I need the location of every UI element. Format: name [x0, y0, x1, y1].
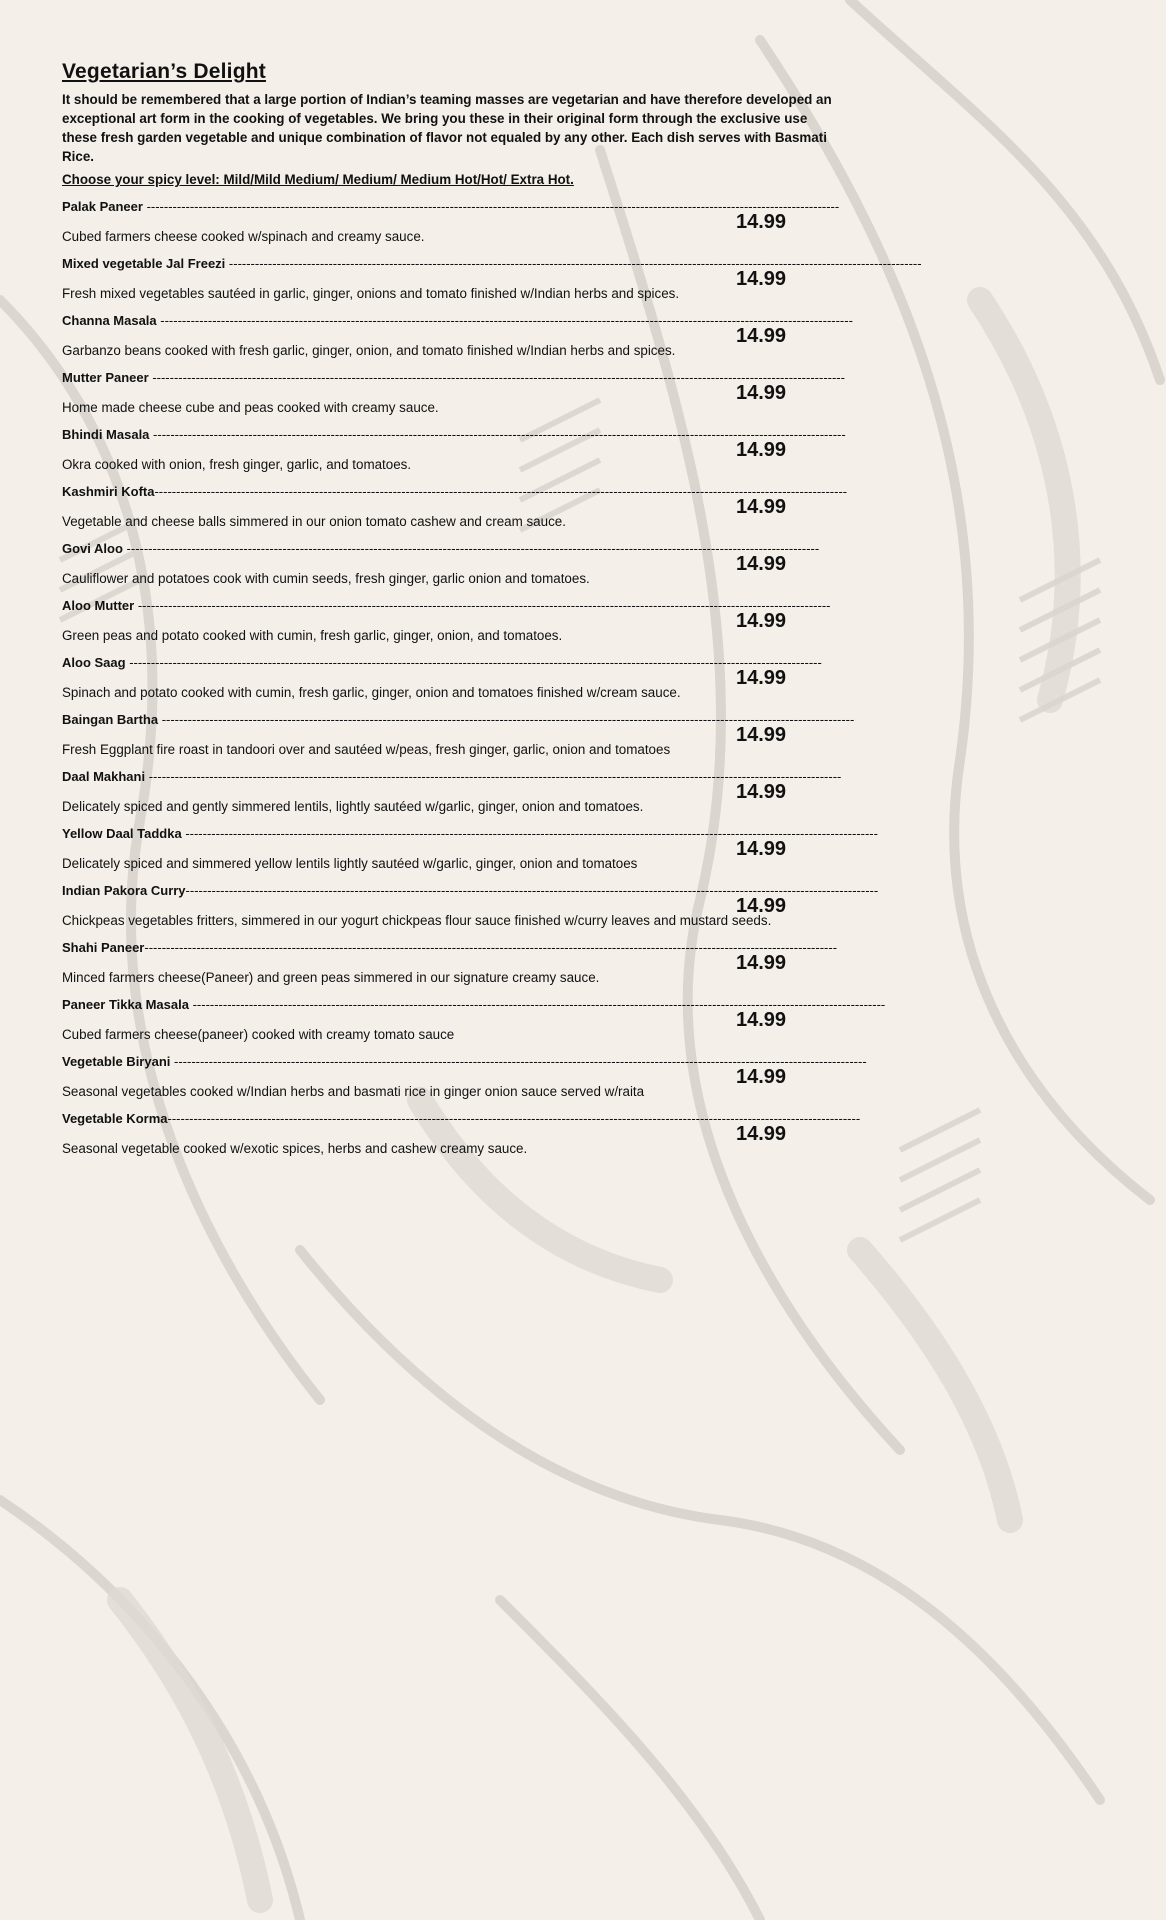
menu-item-heading [62, 313, 853, 335]
menu-item-heading [62, 484, 848, 506]
menu-item-name: Mixed vegetable Jal Freezi [62, 256, 229, 271]
dotted-leader: ---------------------------------------------------------------------------------------------------------------------------------------------------------------- [161, 712, 855, 727]
menu-item-heading [62, 826, 878, 848]
dotted-leader: ---------------------------------------------------------------------------------------------------------------------------------------------------------------- [148, 769, 842, 784]
menu-item [62, 769, 1062, 814]
menu-item-price: 14.99 [736, 667, 787, 689]
dotted-leader: ---------------------------------------------------------------------------------------------------------------------------------------------------------------- [144, 940, 838, 955]
menu-item-price: 14.99 [736, 1066, 787, 1088]
menu-item-name: Aloo Saag [62, 655, 130, 670]
dotted-leader: ---------------------------------------------------------------------------------------------------------------------------------------------------------------- [228, 256, 922, 271]
menu-item-description: Garbanzo beans cooked with fresh garlic, ginger, onion, and tomato finished w/Indian herbs and spices. [62, 343, 676, 358]
menu-item-name: Daal Makhani [62, 769, 149, 784]
menu-intro: It should be remembered that a large portion of Indian’s teaming masses are vegetarian and have therefore developed an exceptional art form in the cooking of vegetables. We bring you these in their original form through the exclusive use these fresh garden vegetable and unique combination of flavor not equaled by any other. Each dish serves with Basmati Rice. [62, 92, 832, 164]
dotted-leader: ---------------------------------------------------------------------------------------------------------------------------------------------------------------- [160, 313, 853, 328]
menu-item-name: Govi Aloo [62, 541, 127, 556]
menu-item-description: Fresh Eggplant fire roast in tandoori over and sautéed w/peas, fresh ginger, garlic, onion and tomatoes [62, 742, 671, 757]
menu-item-heading [62, 256, 922, 278]
menu-item-description: Delicately spiced and simmered yellow lentils lightly sautéed w/garlic, ginger, onion and tomatoes [62, 856, 638, 871]
menu-item-name: Aloo Mutter [62, 598, 138, 613]
menu-item-name: Mutter Paneer [62, 370, 153, 385]
dotted-leader: ---------------------------------------------------------------------------------------------------------------------------------------------------------------- [192, 997, 886, 1012]
menu-item-price: 14.99 [736, 1009, 787, 1031]
menu-item-heading [62, 370, 845, 392]
menu-item [62, 256, 1062, 301]
menu-item-heading [62, 769, 842, 791]
menu-item-name: Vegetable Korma [62, 1111, 168, 1126]
menu-item-name: Paneer Tikka Masala [62, 997, 193, 1012]
dotted-leader: ---------------------------------------------------------------------------------------------------------------------------------------------------------------- [152, 370, 845, 385]
menu-item-heading [62, 427, 846, 449]
menu-item-heading [62, 1111, 861, 1133]
menu-item-price: 14.99 [736, 211, 787, 233]
menu-item-description: Delicately spiced and gently simmered lentils, lightly sautéed w/garlic, ginger, onion and tomatoes. [62, 799, 644, 814]
menu-page [62, 60, 1122, 1156]
dotted-leader: ---------------------------------------------------------------------------------------------------------------------------------------------------------------- [153, 427, 846, 442]
menu-item [62, 313, 1062, 358]
menu-item-list [62, 199, 1122, 1156]
menu-title: Vegetarian’s Delight [62, 60, 266, 83]
menu-item-description: Home made cheese cube and peas cooked with creamy sauce. [62, 400, 439, 415]
menu-item-description: Cubed farmers cheese(paneer) cooked with creamy tomato sauce [62, 1027, 455, 1042]
dotted-leader: ---------------------------------------------------------------------------------------------------------------------------------------------------------------- [154, 484, 848, 499]
menu-item-price: 14.99 [736, 439, 787, 461]
menu-item [62, 484, 1062, 529]
dotted-leader: ---------------------------------------------------------------------------------------------------------------------------------------------------------------- [129, 655, 822, 670]
menu-item [62, 1054, 1062, 1099]
menu-item [62, 541, 1062, 586]
menu-item-name: Channa Masala [62, 313, 161, 328]
menu-item [62, 655, 1062, 700]
menu-item-description: Vegetable and cheese balls simmered in our onion tomato cashew and cream sauce. [62, 514, 566, 529]
menu-item-heading [62, 997, 886, 1019]
dotted-leader: ---------------------------------------------------------------------------------------------------------------------------------------------------------------- [167, 1111, 861, 1126]
menu-item-description: Okra cooked with onion, fresh ginger, garlic, and tomatoes. [62, 457, 412, 472]
menu-item-description: Minced farmers cheese(Paneer) and green peas simmered in our signature creamy sauce. [62, 970, 600, 985]
menu-item-heading [62, 541, 820, 563]
menu-item-description: Cubed farmers cheese cooked w/spinach and creamy sauce. [62, 229, 425, 244]
spicy-level-note: Choose your spicy level: Mild/Mild Medium/ Medium/ Medium Hot/Hot/ Extra Hot. [62, 172, 574, 187]
menu-item-description: Seasonal vegetable cooked w/exotic spices, herbs and cashew creamy sauce. [62, 1141, 528, 1156]
menu-item [62, 199, 1062, 244]
menu-item-price: 14.99 [736, 838, 787, 860]
menu-item-price: 14.99 [736, 781, 787, 803]
menu-item-price: 14.99 [736, 268, 787, 290]
menu-item-name: Baingan Bartha [62, 712, 162, 727]
menu-item-heading [62, 940, 838, 962]
menu-item-name: Shahi Paneer [62, 940, 145, 955]
menu-item [62, 826, 1062, 871]
menu-item [62, 712, 1062, 757]
menu-item [62, 370, 1062, 415]
menu-item-description: Seasonal vegetables cooked w/Indian herbs and basmati rice in ginger onion sauce served w/raita [62, 1084, 645, 1099]
menu-item-name: Yellow Daal Taddka [62, 826, 186, 841]
dotted-leader: ---------------------------------------------------------------------------------------------------------------------------------------------------------------- [174, 1054, 867, 1069]
menu-item-heading [62, 655, 822, 677]
menu-item-name: Vegetable Biryani [62, 1054, 174, 1069]
menu-item-heading [62, 1054, 867, 1076]
menu-item-description: Green peas and potato cooked with cumin, fresh garlic, ginger, onion, and tomatoes. [62, 628, 563, 643]
menu-item-heading [62, 712, 855, 734]
menu-item-price: 14.99 [736, 553, 787, 575]
dotted-leader: ---------------------------------------------------------------------------------------------------------------------------------------------------------------- [185, 826, 878, 841]
menu-item-description: Spinach and potato cooked with cumin, fresh garlic, ginger, onion and tomatoes finished w/cream sauce. [62, 685, 681, 700]
menu-item-description: Chickpeas vegetables fritters, simmered in our yogurt chickpeas flour sauce finished w/curry leaves and mustard seeds. [62, 913, 772, 928]
menu-item-price: 14.99 [736, 895, 787, 917]
dotted-leader: ---------------------------------------------------------------------------------------------------------------------------------------------------------------- [185, 883, 879, 898]
dotted-leader: ---------------------------------------------------------------------------------------------------------------------------------------------------------------- [137, 598, 831, 613]
menu-item-name: Palak Paneer [62, 199, 147, 214]
menu-item-heading [62, 883, 879, 905]
menu-item-price: 14.99 [736, 952, 787, 974]
menu-item [62, 598, 1062, 643]
menu-item [62, 883, 1062, 928]
menu-item-price: 14.99 [736, 382, 787, 404]
menu-item-price: 14.99 [736, 610, 787, 632]
dotted-leader: ---------------------------------------------------------------------------------------------------------------------------------------------------------------- [146, 199, 840, 214]
menu-item-name: Bhindi Masala [62, 427, 154, 442]
menu-item-price: 14.99 [736, 724, 787, 746]
menu-item [62, 427, 1062, 472]
menu-item [62, 997, 1062, 1042]
menu-item-heading [62, 199, 840, 221]
dotted-leader: ---------------------------------------------------------------------------------------------------------------------------------------------------------------- [126, 541, 820, 556]
menu-item-name: Kashmiri Kofta [62, 484, 155, 499]
menu-item-description: Fresh mixed vegetables sautéed in garlic, ginger, onions and tomato finished w/Indian herbs and spices. [62, 286, 680, 301]
menu-item-heading [62, 598, 831, 620]
menu-item-price: 14.99 [736, 496, 787, 518]
menu-item-description: Cauliflower and potatoes cook with cumin seeds, fresh ginger, garlic onion and tomatoes. [62, 571, 590, 586]
menu-item-name: Indian Pakora Curry [62, 883, 186, 898]
menu-item-price: 14.99 [736, 1123, 787, 1145]
menu-item-price: 14.99 [736, 325, 787, 347]
menu-item [62, 940, 1062, 985]
menu-item [62, 1111, 1062, 1156]
